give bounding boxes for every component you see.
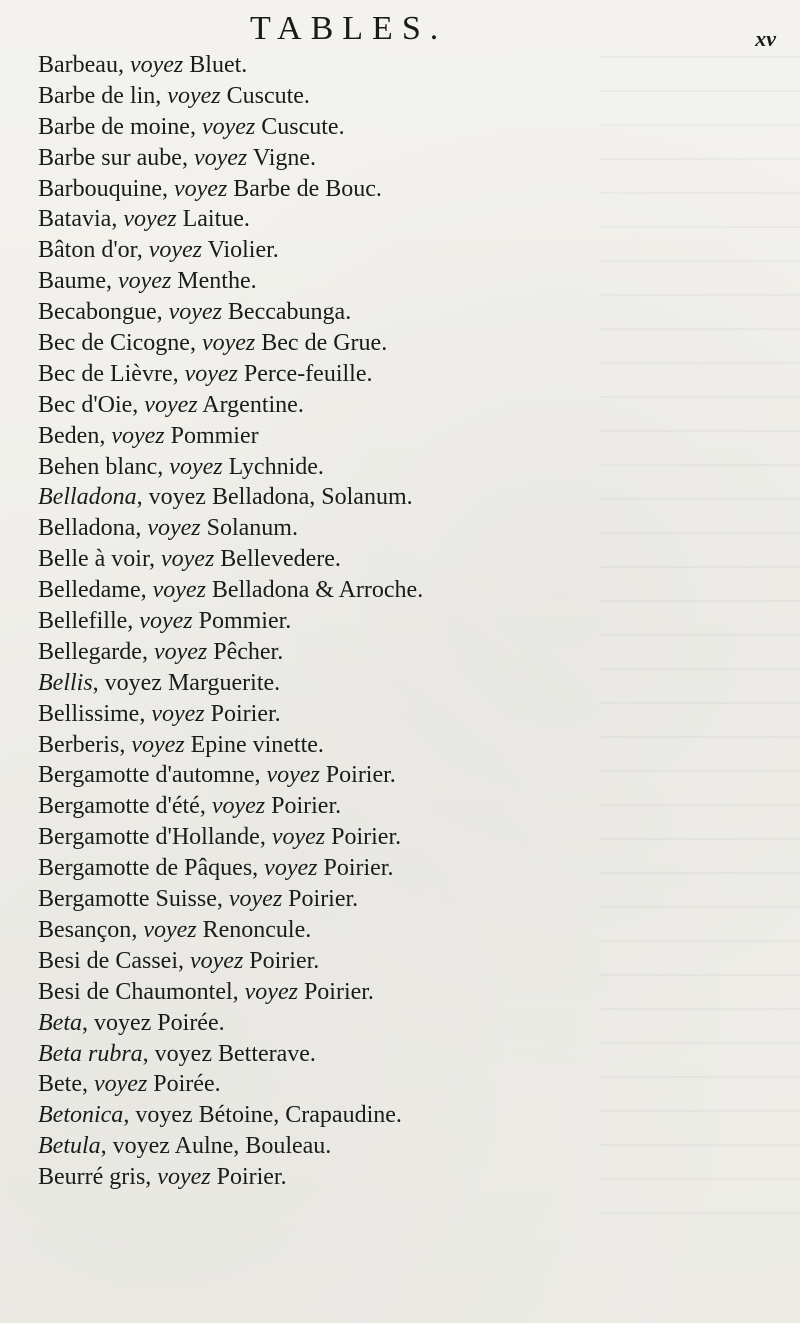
- index-entry: Beurré gris, voyez Poirier.: [38, 1164, 287, 1191]
- entry-reference: Belladona & Arroche.: [211, 577, 424, 604]
- index-entry: Bellefille, voyez Pommier.: [38, 608, 292, 635]
- index-entry: Barbe de lin, voyez Cuscute.: [38, 82, 310, 109]
- entry-reference: Poirier.: [249, 947, 320, 974]
- page-header: [0, 6, 800, 54]
- running-title: TABLES.: [250, 10, 448, 47]
- index-entry: Beta rubra, voyez Betterave.: [38, 1040, 316, 1067]
- entry-term: Besançon: [38, 916, 132, 943]
- index-entry: Barbeau, voyez Bluet.: [38, 52, 248, 78]
- entry-voyez: voyez: [184, 360, 238, 387]
- entry-voyez: voyez: [111, 422, 165, 449]
- index-entry: Barbe de moine, voyez Cuscute.: [38, 113, 345, 140]
- page-number: xv: [755, 26, 776, 51]
- entry-reference: Cuscute.: [261, 113, 345, 140]
- entry-term: Bellis: [38, 669, 93, 696]
- entry-term: Bergamotte d'été: [38, 793, 200, 820]
- entry-term: Bergamotte de Pâques: [38, 855, 253, 882]
- index-entry: Belle à voir, voyez Bellevedere.: [38, 546, 341, 573]
- entry-voyez: voyez: [169, 453, 223, 480]
- entry-voyez: voyez: [173, 175, 228, 202]
- entry-term: Batavia: [38, 206, 112, 233]
- entry-reference: Poirier.: [323, 855, 394, 882]
- index-entry: Becabongue, voyez Beccabunga.: [38, 299, 352, 326]
- entry-voyez: voyez: [144, 391, 198, 418]
- entry-term: Beta rubra: [38, 1040, 143, 1067]
- entry-term: Barbe de moine: [38, 113, 190, 140]
- entry-reference: Argentine.: [202, 391, 304, 418]
- entry-reference: Poirier.: [271, 793, 342, 820]
- entry-voyez: voyez: [123, 206, 177, 233]
- entry-voyez: voyez: [104, 669, 162, 696]
- index-entry: Belledame, voyez Belladona & Arroche.: [38, 577, 424, 604]
- index-entry: Berberis, voyez Epine vinette.: [38, 731, 324, 758]
- entry-term: Belladona: [38, 484, 137, 511]
- entry-voyez: voyez: [157, 1164, 211, 1191]
- entry-reference: Beccabunga.: [227, 299, 352, 326]
- index-entry: Besançon, voyez Renoncule.: [38, 916, 312, 943]
- entry-term: Behen blanc: [38, 453, 158, 480]
- entry-term: Belle à voir: [38, 546, 149, 573]
- entry-reference: Betterave.: [217, 1040, 316, 1067]
- entry-term: Besi de Cassei: [38, 947, 178, 974]
- index-entry: Bergamotte de Pâques, voyez Poirier.: [38, 855, 394, 882]
- entry-reference: Poirée.: [157, 1009, 225, 1036]
- entry-voyez: voyez: [151, 700, 205, 727]
- index-entry: Barbouquine, voyez Barbe de Bouc.: [38, 175, 382, 202]
- entry-term: Bergamotte d'automne: [38, 762, 255, 789]
- index-entry: Behen blanc, voyez Lychnide.: [38, 453, 324, 480]
- entry-reference: Bétoine, Crapaudine.: [198, 1102, 402, 1129]
- entry-voyez: voyez: [117, 268, 172, 295]
- entry-reference: Poirier.: [288, 886, 359, 913]
- index-entries: [38, 50, 598, 1193]
- entry-voyez: voyez: [168, 299, 222, 326]
- entry-voyez: voyez: [271, 824, 326, 851]
- index-entry: Bergamotte d'Hollande, voyez Poirier.: [38, 824, 402, 851]
- entry-reference: Vigne.: [252, 144, 317, 171]
- entry-voyez: voyez: [148, 237, 202, 264]
- entry-voyez: voyez: [193, 144, 248, 171]
- entry-voyez: voyez: [201, 113, 256, 140]
- entry-reference: Epine vinette.: [190, 731, 324, 758]
- index-entry: Bellis, voyez Marguerite.: [38, 669, 281, 696]
- entry-reference: Lychnide.: [228, 453, 324, 480]
- entry-voyez: voyez: [147, 515, 201, 542]
- index-entry: Bec de Cicogne, voyez Bec de Grue.: [38, 330, 388, 357]
- entry-voyez: voyez: [152, 577, 206, 604]
- index-entry: Belladona, voyez Belladona, Solanum.: [38, 484, 413, 511]
- entry-term: Barbeau: [38, 52, 118, 78]
- entry-reference: Cuscute.: [226, 82, 310, 109]
- entry-reference: Aulne, Bouleau.: [174, 1133, 332, 1160]
- index-entry: Bergamotte d'automne, voyez Poirier.: [38, 762, 396, 789]
- index-entry: Besi de Cassei, voyez Poirier.: [38, 947, 320, 974]
- entry-term: Bergamotte d'Hollande: [38, 824, 260, 851]
- entry-term: Becabongue: [38, 299, 157, 326]
- index-entry: Beden, voyez Pommier: [38, 422, 259, 449]
- entry-reference: Poirier.: [331, 824, 402, 851]
- index-entry: Beta, voyez Poirée.: [38, 1009, 225, 1036]
- entry-term: Bete: [38, 1071, 82, 1098]
- index-entry: Bec d'Oie, voyez Argentine.: [38, 391, 304, 418]
- entry-term: Baume: [38, 268, 106, 295]
- entry-term: Betonica: [38, 1102, 124, 1129]
- entry-term: Bellissime: [38, 700, 140, 727]
- index-entry: Bec de Lièvre, voyez Perce-feuille.: [38, 360, 373, 387]
- entry-voyez: voyez: [161, 546, 215, 573]
- entry-term: Barbe sur aube: [38, 144, 182, 171]
- index-entry: Bellegarde, voyez Pêcher.: [38, 638, 284, 665]
- entry-voyez: voyez: [189, 947, 244, 974]
- index-entry: Batavia, voyez Laitue.: [38, 206, 250, 233]
- entry-reference: Bluet.: [189, 52, 248, 78]
- index-entry: Bete, voyez Poirée.: [38, 1071, 221, 1098]
- entry-term: Barbe de lin: [38, 82, 156, 109]
- entry-term: Bec de Cicogne: [38, 330, 190, 357]
- entry-term: Bellegarde: [38, 638, 142, 665]
- entry-voyez: voyez: [148, 484, 206, 511]
- entry-term: Beurré gris: [38, 1164, 146, 1191]
- entry-term: Bâton d'or: [38, 237, 137, 264]
- entry-voyez: voyez: [143, 916, 197, 943]
- index-entry: Bergamotte d'été, voyez Poirier.: [38, 793, 342, 820]
- entry-reference: Pommier.: [198, 608, 292, 635]
- entry-voyez: voyez: [129, 52, 184, 78]
- index-entry: Barbe sur aube, voyez Vigne.: [38, 144, 317, 171]
- index-entry: Bâton d'or, voyez Violier.: [38, 237, 279, 264]
- entry-voyez: voyez: [201, 330, 256, 357]
- entry-reference: Pêcher.: [213, 638, 284, 665]
- entry-voyez: voyez: [112, 1133, 170, 1160]
- entry-reference: Poirier.: [303, 978, 374, 1005]
- entry-voyez: voyez: [153, 638, 208, 665]
- entry-voyez: voyez: [266, 762, 320, 789]
- bleed-through-texture: [600, 56, 800, 1236]
- entry-term: Berberis: [38, 731, 120, 758]
- entry-reference: Poirée.: [153, 1071, 221, 1098]
- entry-voyez: voyez: [93, 1071, 148, 1098]
- entry-voyez: voyez: [154, 1040, 212, 1067]
- entry-voyez: voyez: [93, 1009, 152, 1036]
- entry-term: Barbouquine: [38, 175, 162, 202]
- entry-term: Beden: [38, 422, 100, 449]
- entry-voyez: voyez: [135, 1102, 193, 1129]
- entry-voyez: voyez: [264, 855, 318, 882]
- index-entry: Baume, voyez Menthe.: [38, 268, 257, 295]
- entry-voyez: voyez: [211, 793, 266, 820]
- index-entry: Betula, voyez Aulne, Bouleau.: [38, 1133, 332, 1160]
- entry-voyez: voyez: [244, 978, 298, 1005]
- entry-term: Betula: [38, 1133, 101, 1160]
- entry-reference: Menthe.: [177, 268, 257, 295]
- entry-reference: Poirier.: [210, 700, 281, 727]
- entry-voyez: voyez: [131, 731, 185, 758]
- entry-term: Bergamotte Suisse: [38, 886, 217, 913]
- entry-term: Belladona: [38, 515, 136, 542]
- index-entry: Bergamotte Suisse, voyez Poirier.: [38, 886, 359, 913]
- entry-reference: Solanum.: [206, 515, 298, 542]
- index-entry: Betonica, voyez Bétoine, Crapaudine.: [38, 1102, 402, 1129]
- entry-term: Bellefille: [38, 608, 128, 635]
- entry-reference: Laitue.: [182, 206, 250, 233]
- entry-reference: Barbe de Bouc.: [233, 175, 382, 202]
- entry-voyez: voyez: [139, 608, 193, 635]
- index-entry: Belladona, voyez Solanum.: [38, 515, 298, 542]
- index-entry: Besi de Chaumontel, voyez Poirier.: [38, 978, 374, 1005]
- entry-reference: Poirier.: [325, 762, 396, 789]
- entry-reference: Poirier.: [216, 1164, 287, 1191]
- entry-reference: Violier.: [207, 237, 279, 264]
- entry-term: Belledame: [38, 577, 141, 604]
- entry-reference: Bellevedere.: [220, 546, 341, 573]
- entry-reference: Belladona, Solanum.: [211, 484, 413, 511]
- entry-term: Bec de Lièvre: [38, 360, 173, 387]
- entry-reference: Perce-feuille.: [243, 360, 373, 387]
- entry-reference: Marguerite.: [167, 669, 281, 696]
- entry-voyez: voyez: [228, 886, 283, 913]
- entry-term: Bec d'Oie: [38, 391, 133, 418]
- entry-reference: Pommier: [170, 422, 259, 449]
- entry-reference: Renoncule.: [202, 916, 312, 943]
- entry-reference: Bec de Grue.: [261, 330, 388, 357]
- entry-term: Besi de Chaumontel: [38, 978, 233, 1005]
- index-entry: Bellissime, voyez Poirier.: [38, 700, 281, 727]
- entry-voyez: voyez: [167, 82, 221, 109]
- entry-term: Beta: [38, 1009, 82, 1036]
